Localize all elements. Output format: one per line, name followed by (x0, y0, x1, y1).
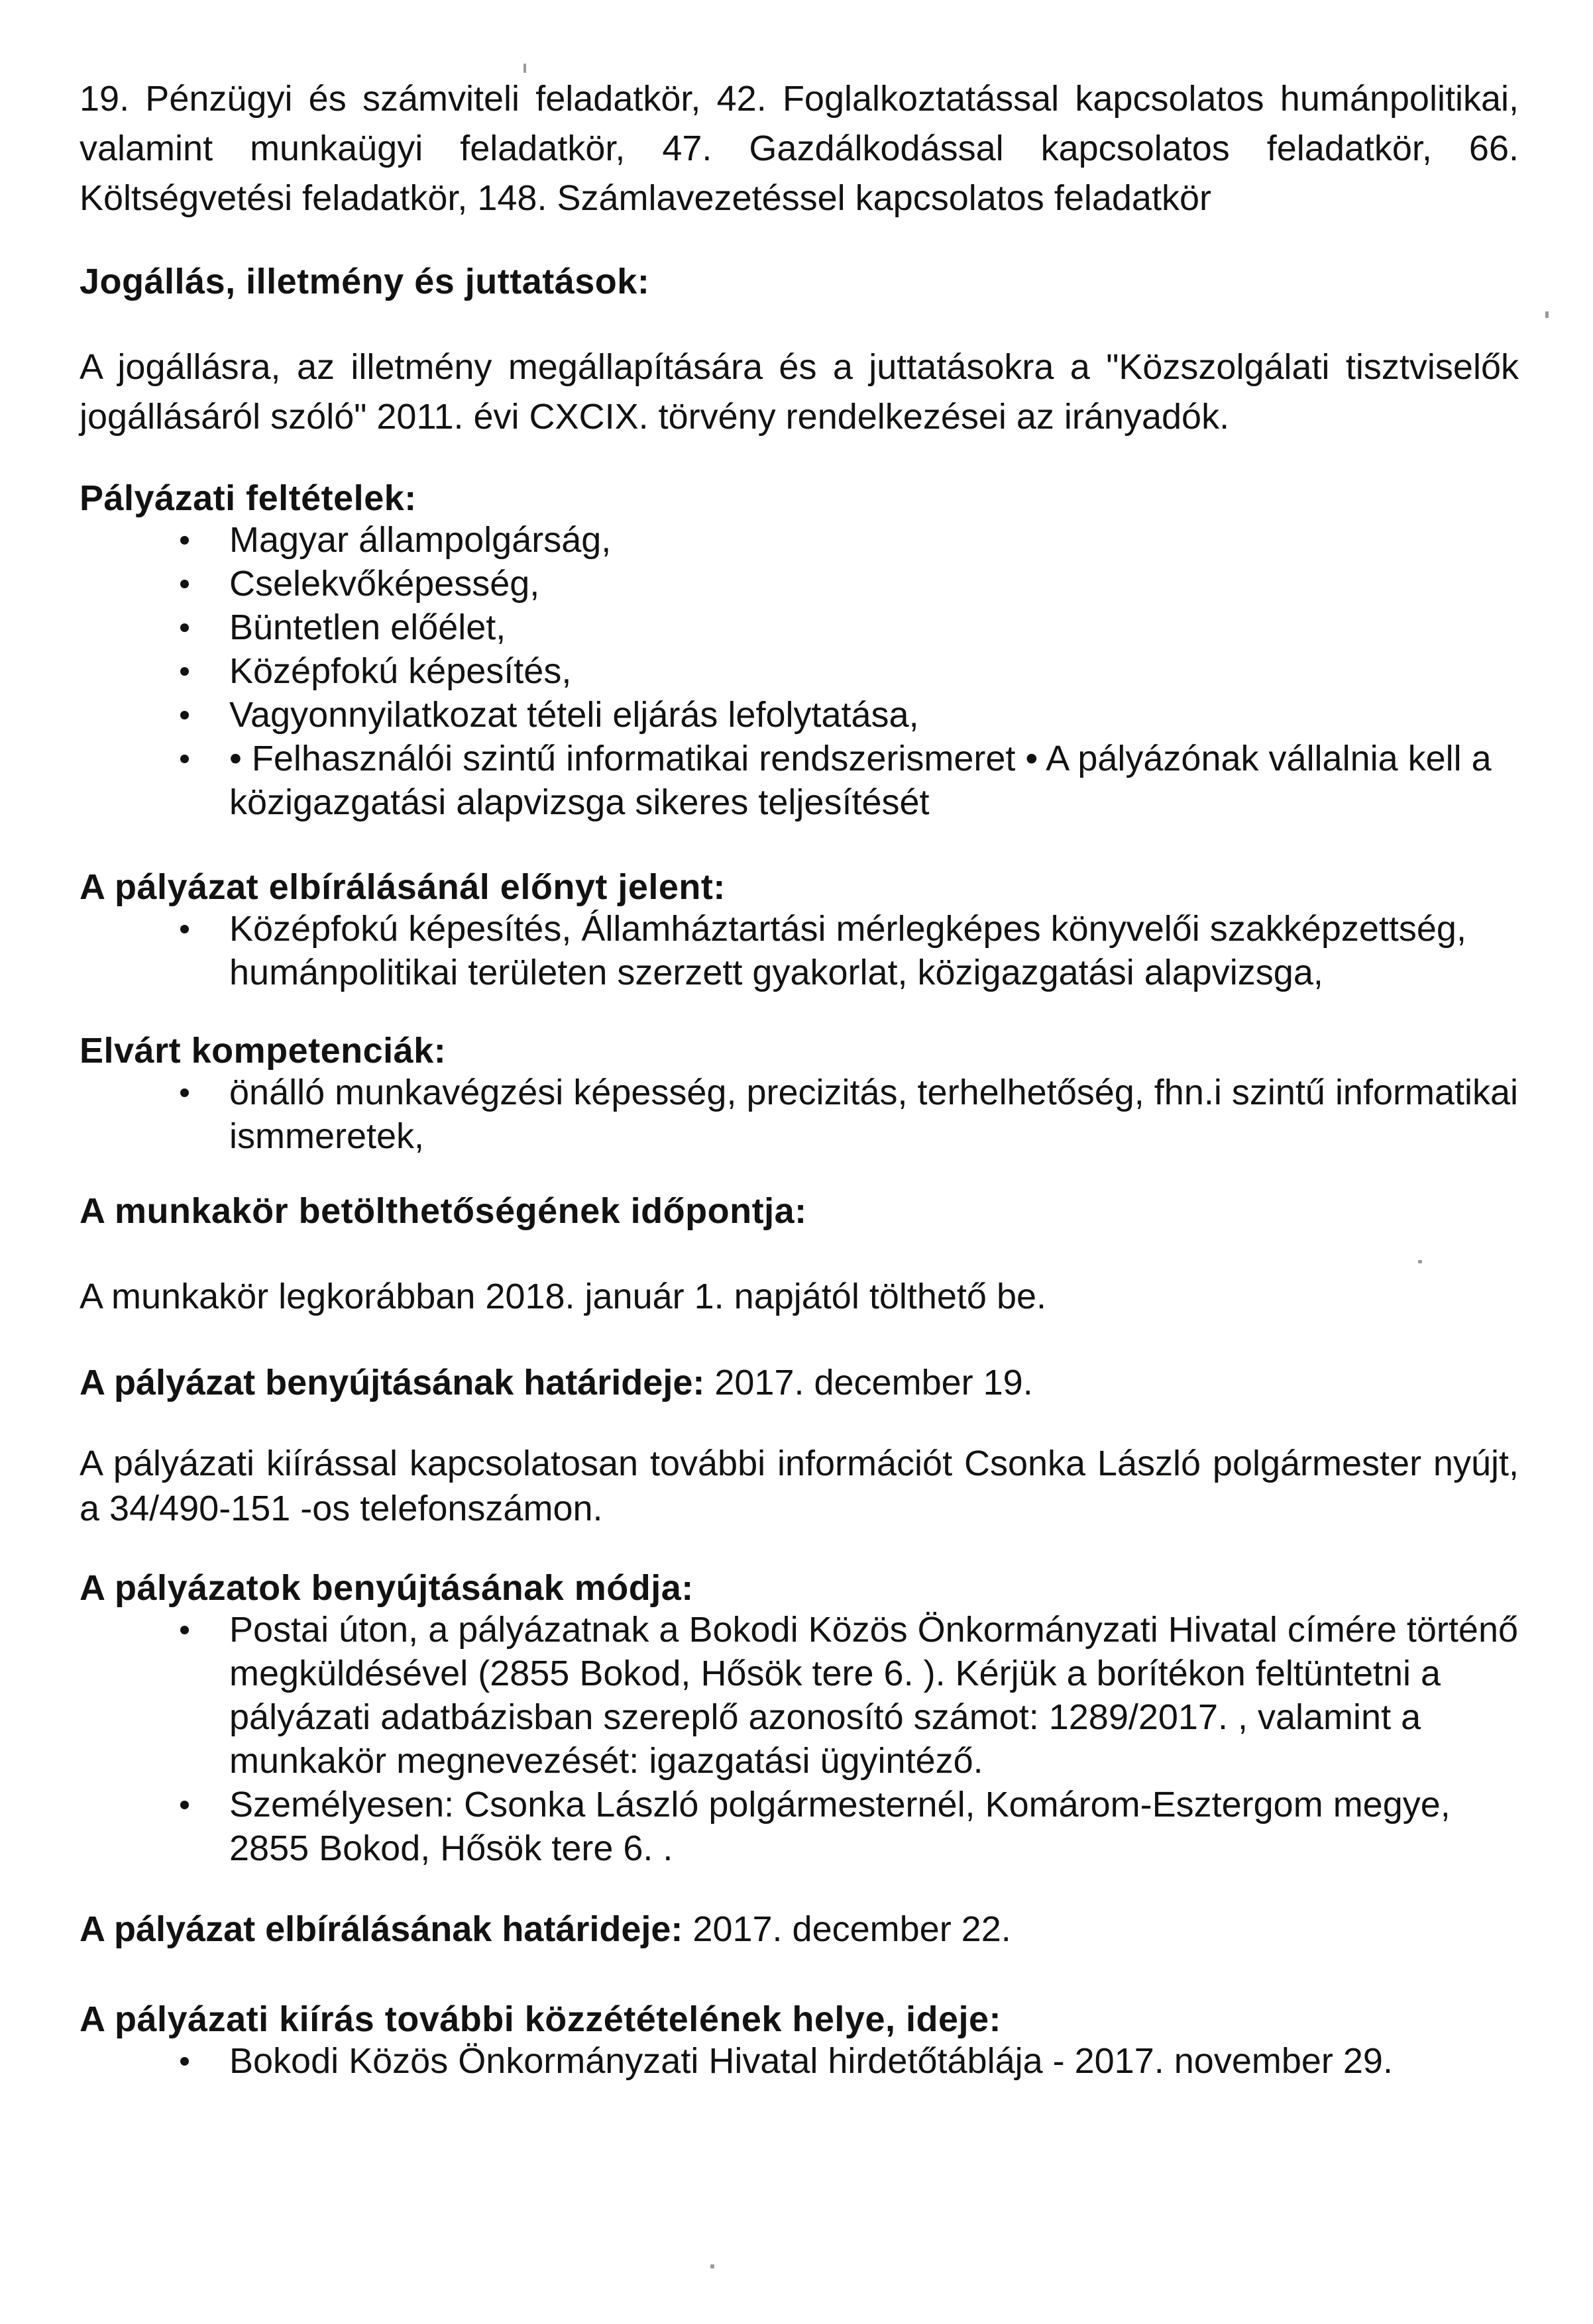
list-item (80, 518, 1519, 562)
heading-legal-status: Jogállás, illetmény és juttatások: (80, 262, 650, 301)
competencies-list (80, 1071, 1519, 1158)
list-item (80, 1783, 1519, 1870)
list-item-text: önálló munkavégzési képesség, precizitás, terhelhetőség, fhn.i szintű informatikai ismmeretek, (229, 1073, 1519, 1156)
advantages-list (80, 907, 1519, 994)
list-item (80, 606, 1519, 649)
list-item-text: Magyar állampolgárság, (229, 520, 612, 560)
bullet-icon (180, 1626, 189, 1634)
application-deadline-line (80, 1358, 1519, 1408)
list-item (80, 907, 1519, 994)
bullet-icon (180, 755, 189, 763)
legal-status-paragraph: A jogállásra, az illetmény megállapítására és a juttatásokra a "Közszolgálati tisztviselők jogállásáról szóló" 2011. évi CXCIX. törvény rendelkezései az irányadók. (80, 347, 1519, 437)
heading-competencies: Elvárt kompetenciák: (80, 1031, 447, 1071)
heading-submission-method: A pályázatok benyújtásának módja: (80, 1568, 694, 1608)
list-item-text: Postai úton, a pályázatnak a Bokodi Közös Önkormányzati Hivatal címére történő megküldésével (2855 Bokod, Hősök tere 6. ). Kérjük a borítékon feltüntetni a pályázati adatbázisban szereplő azonosító számot: 1289/2017. , valamint a munkakör megnevezését: igazgatási ügyintéző. (229, 1610, 1519, 1781)
heading-requirements: Pályázati feltételek: (80, 478, 417, 518)
list-item (80, 2039, 1519, 2083)
contact-paragraph: A pályázati kiírással kapcsolatosan további információt Csonka László polgármester nyújt, a 34/490-151 -os telefonszámon. (80, 1444, 1519, 1528)
list-item (80, 562, 1519, 606)
list-item-text: Személyesen: Csonka László polgármesternél, Komárom-Esztergom megye, 2855 Bokod, Hősök tere 6. . (229, 1785, 1451, 1868)
list-item (80, 649, 1519, 693)
publication-list (80, 2039, 1519, 2083)
heading-publication: A pályázati kiírás további közzétételének helye, ideje: (80, 1999, 1002, 2039)
submission-method-list (80, 1608, 1519, 1870)
list-item-text: Büntetlen előélet, (229, 607, 506, 647)
scan-artifact (710, 2264, 714, 2268)
requirements-list (80, 518, 1519, 824)
bullet-icon (180, 711, 189, 719)
evaluation-deadline-value: 2017. december 22. (692, 1909, 1011, 1949)
list-item (80, 1608, 1519, 1783)
scan-artifact (523, 64, 526, 73)
list-item (80, 1071, 1519, 1158)
list-item-text: Cselekvőképesség, (229, 564, 540, 604)
scan-artifact (1418, 1260, 1422, 1263)
intro-paragraph: 19. Pénzügyi és számviteli feladatkör, 42. Foglalkoztatással kapcsolatos humánpolitikai, valamint munkaügyi feladatkör, 47. Gazdálkodással kapcsolatos feladatkör, 66. Költségvetési feladatkör, 148. Számlavezetéssel kapcsolatos feladatkör (80, 79, 1519, 218)
bullet-icon (180, 925, 189, 933)
list-item-text: • Felhasználói szintű informatikai rendszerismeret • A pályázónak vállalnia kell a közigazgatási alapvizsga sikeres teljesítését (229, 739, 1492, 822)
evaluation-deadline-line (80, 1905, 1519, 1954)
list-item-text: Vagyonnyilatkozat tételi eljárás lefolytatása, (229, 695, 919, 735)
heading-start-date: A munkakör betölthetőségének időpontja: (80, 1191, 807, 1231)
evaluation-deadline-label: A pályázat elbírálásának határideje: (80, 1909, 683, 1949)
list-item-text: Középfokú képesítés, (229, 651, 572, 691)
bullet-icon (180, 667, 189, 676)
list-item-text: Bokodi Közös Önkormányzati Hivatal hirdetőtáblája - 2017. november 29. (229, 2041, 1393, 2081)
scan-artifact (1545, 311, 1549, 318)
list-item-text: Középfokú képesítés, Államháztartási mérlegképes könyvelői szakképzettség, humánpolitikai területen szerzett gyakorlat, közigazgatási alapvizsga, (229, 909, 1466, 992)
application-deadline-value: 2017. december 19. (714, 1363, 1033, 1402)
bullet-icon (180, 1801, 189, 1809)
bullet-icon (180, 2057, 189, 2066)
bullet-icon (180, 536, 189, 545)
bullet-icon (180, 1088, 189, 1097)
list-item (80, 693, 1519, 737)
bullet-icon (180, 580, 189, 588)
heading-advantages: A pályázat elbírálásánál előnyt jelent: (80, 867, 726, 907)
start-date-paragraph: A munkakör legkorábban 2018. január 1. napjától tölthető be. (80, 1277, 1047, 1316)
bullet-icon (180, 623, 189, 632)
list-item (80, 737, 1519, 824)
application-deadline-label: A pályázat benyújtásának határideje: (80, 1363, 705, 1402)
